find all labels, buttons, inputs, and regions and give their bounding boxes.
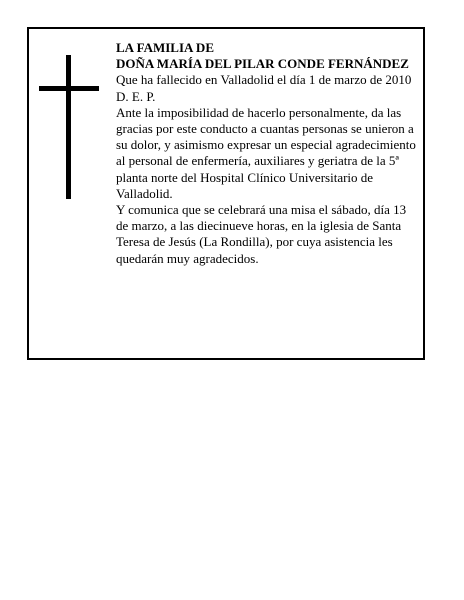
heading-family: LA FAMILIA DE xyxy=(116,40,214,55)
cross-vertical-bar xyxy=(66,55,71,199)
obituary-notice xyxy=(27,27,425,360)
rest-in-peace: D. E. P. xyxy=(116,88,156,104)
passing-statement: Que ha fallecido en Valladolid el día 1 de marzo de 2010 xyxy=(116,72,412,88)
mass-announcement: Y comunica que se celebrará una misa el sábado, día 13 de marzo, a las diecinueve horas, en la iglesia de Santa Teresa de Jesús (La Rondilla), por cuya asistencia les quedarán muy agradecidos. xyxy=(116,202,407,266)
notice-text xyxy=(116,40,420,267)
latin-cross-icon xyxy=(39,55,99,199)
cross-horizontal-bar xyxy=(39,86,99,91)
heading-deceased-name: DOÑA MARÍA DEL PILAR CONDE FERNÁNDEZ xyxy=(116,56,409,72)
gratitude-paragraph: Ante la imposibilidad de hacerlo personalmente, da las gracias por este conducto a cuantas personas se unieron a su dolor, y asimismo expresar un especial agradecimiento al personal de enfermería, auxiliares y geriatra de la 5ª planta norte del Hospital Clínico Universitario de Valladolid. xyxy=(116,104,416,201)
